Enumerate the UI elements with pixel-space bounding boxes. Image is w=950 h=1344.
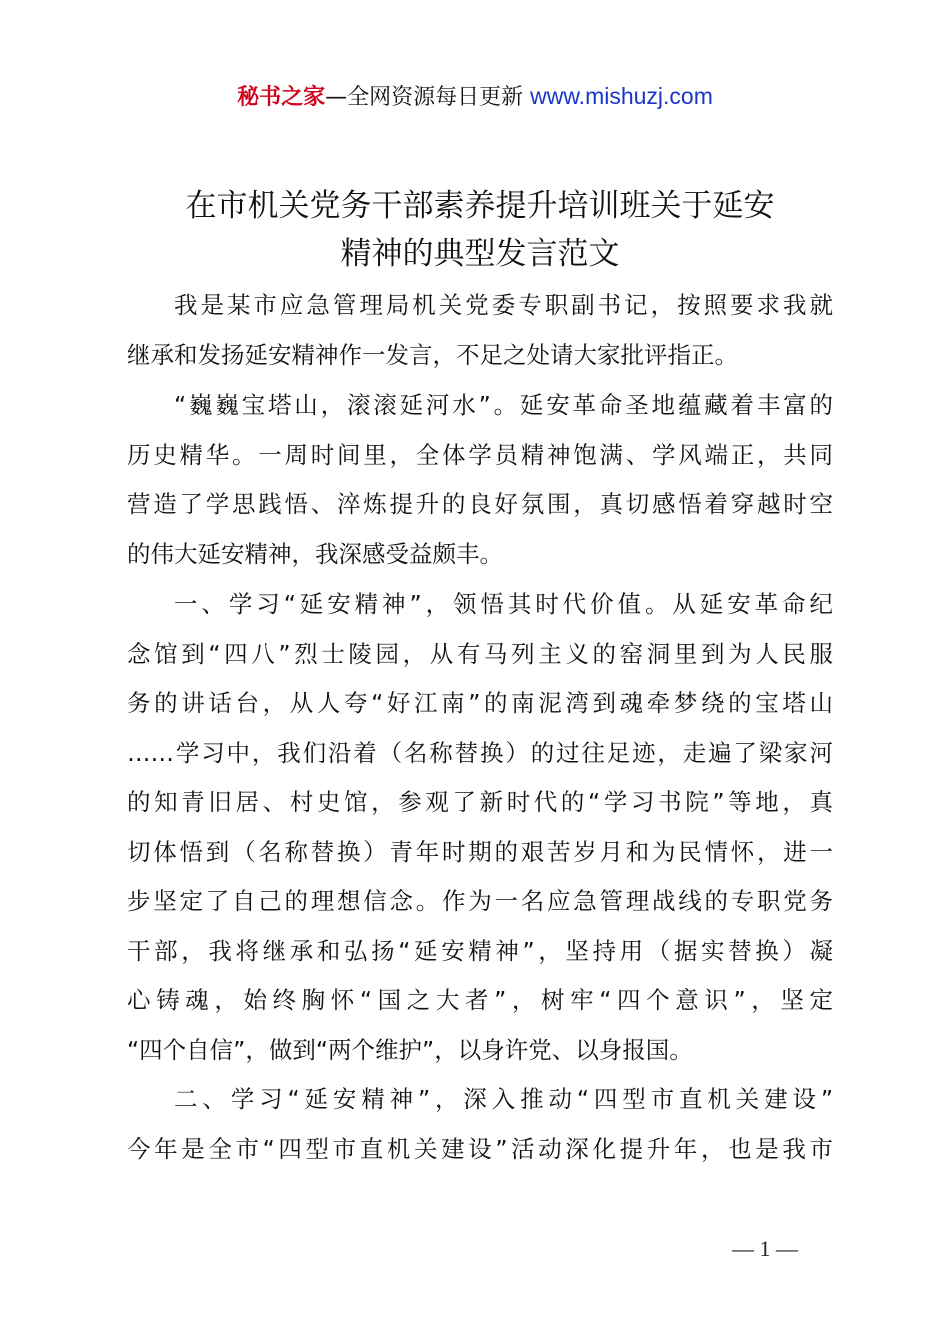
paragraph-line: “巍巍宝塔山，滚滚延河水”。延安革命圣地蕴藏着丰富的	[174, 391, 833, 419]
brand-name: 秘书之家	[237, 85, 326, 110]
header-url-link[interactable]: www.mishuzj.com	[530, 83, 713, 109]
paragraph-line: 心铸魂，始终胸怀“国之大者”，树牢“四个意识”，坚定	[127, 986, 833, 1014]
paragraph-line: 我是某市应急管理局机关党委专职副书记，按照要求我就	[174, 291, 833, 319]
page-number: — 1 —	[732, 1236, 798, 1261]
paragraph-line: 营造了学思践悟、淬炼提升的良好氛围，真切感悟着穿越时空	[127, 490, 833, 518]
paragraph-2	[127, 381, 833, 579]
paragraph-line: 的伟大延安精神，我深感受益颇丰。	[127, 539, 503, 568]
title-line-2: 精神的典型发言范文	[340, 236, 620, 272]
paragraph-line: 历史精华。一周时间里，全体学员精神饱满、学风端正，共同	[127, 440, 833, 469]
paragraph-line: ……学习中，我们沿着（名称替换）的过往足迹，走遍了梁家河	[127, 738, 833, 767]
paragraph-line: 继承和发扬延安精神作一发言，不足之处请大家批评指正。	[127, 340, 738, 369]
paragraph-line: “四个自信”，做到“两个维护”，以身许党、以身报国。	[127, 1035, 693, 1064]
header-slogan: —全网资源每日更新	[325, 85, 524, 110]
paragraph-line: 步坚定了自己的理想信念。作为一名应急管理战线的专职党务	[127, 887, 833, 915]
paragraph-line: 切体悟到（名称替换）青年时期的艰苦岁月和为民情怀，进一	[127, 837, 833, 866]
paragraph-line: 二、学习“延安精神”，深入推动“四型市直机关建设”	[174, 1085, 833, 1113]
site-header	[0, 80, 950, 114]
paragraph-line: 念馆到“四八”烈士陵园，从有马列主义的窑洞里到为人民服	[127, 639, 833, 668]
paragraph-line: 一、学习“延安精神”，领悟其时代价值。从延安革命纪	[174, 590, 833, 618]
paragraph-line: 务的讲话台，从人夸“好江南”的南泥湾到魂牵梦绕的宝塔山	[127, 689, 833, 717]
paragraph-line: 的知青旧居、村史馆，参观了新时代的“学习书院”等地，真	[127, 788, 833, 816]
paragraph-line: 干部，我将继承和弘扬“延安精神”，坚持用（据实替换）凝	[127, 936, 833, 965]
paragraph-line: 今年是全市“四型市直机关建设”活动深化提升年，也是我市	[127, 1134, 833, 1163]
paragraph-4	[127, 1075, 833, 1174]
paragraph-1	[127, 281, 833, 380]
paragraph-3	[127, 580, 833, 1075]
title-line-1: 在市机关党务干部素养提升培训班关于延安	[185, 188, 775, 224]
document-title	[125, 182, 835, 278]
